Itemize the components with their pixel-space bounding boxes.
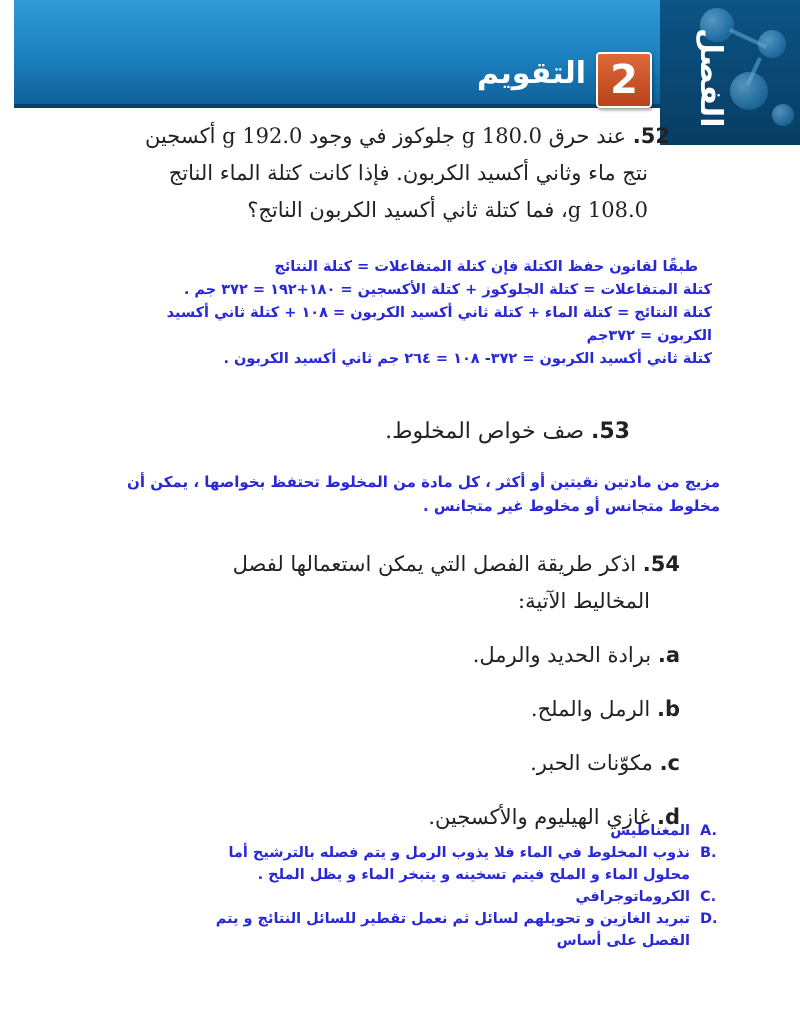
answer-line: مخلوط متجانس أو مخلوط غير متجانس .	[423, 497, 720, 515]
answer-item: B. نذوب المخلوط في الماء فلا يذوب الرمل و يتم فصله بالترشيح أما محلول الماء و الملح فيتم تسخينه و يتبخر الماء و يظل الملح .	[228, 845, 717, 883]
answer-line: كتلة المتفاعلات = كتلة الجلوكوز + كتلة الأكسجين = ١٨٠+١٩٢ = ٣٧٢ جم .	[183, 282, 712, 298]
list-item: d. غازي الهيليوم والأكسجين.	[428, 805, 680, 829]
answer-line: مزيج من مادتين نقيتين أو أكثر ، كل مادة من المخلوط تحتفظ بخواصها ، يمكن أن	[127, 473, 720, 491]
answer-line: كتلة النتائج = كتلة الماء + كتلة ثاني أكسيد الكربون = ١٠٨ + كتلة ثاني أكسيد	[166, 305, 712, 321]
section-title: التقويم	[477, 56, 586, 91]
answer-line: طبقًا لقانون حفظ الكتلة فإن كتلة المتفاعلات = كتلة النتائج	[274, 259, 698, 275]
list-item: c. مكوّنات الحبر.	[530, 751, 680, 775]
answer-54	[120, 820, 730, 952]
question-54	[180, 546, 680, 620]
chapter-label: الفصل	[693, 28, 728, 128]
list-item: a. برادة الحديد والرمل.	[472, 643, 680, 667]
answer-item: C. الكروماتوجرافي	[575, 889, 717, 905]
question-number: 52.	[632, 124, 670, 148]
chapter-number-badge: 2	[596, 52, 652, 108]
question-53-text: صف خواص المخلوط.	[385, 419, 585, 444]
question-52-line-2: نتج ماء وثاني أكسيد الكربون. فإذا كانت كتلة الماء الناتج	[168, 161, 648, 185]
question-number: 54.	[642, 552, 680, 576]
question-53	[200, 412, 630, 452]
question-52-line-3: 108.0 g، فما كتلة ثاني أكسيد الكربون الناتج؟	[247, 198, 648, 222]
answer-line: كتلة ثاني أكسيد الكربون = ٣٧٢- ١٠٨ = ٢٦٤ جم ثاني أكسيد الكربون .	[223, 351, 712, 367]
question-54-items	[180, 628, 680, 844]
list-item: b. الرمل والملح.	[530, 697, 680, 721]
answer-item: A. المغناطيس	[610, 823, 717, 839]
question-number: 53.	[591, 419, 630, 444]
molecule-decoration	[660, 0, 800, 145]
question-54-line-1: اذكر طريقة الفصل التي يمكن استعمالها لفصل	[232, 552, 637, 576]
answer-52	[90, 256, 712, 371]
question-52	[120, 118, 670, 229]
answer-item: D. تبريد الغازين و تحويلهم لسائل ثم نعمل تقطير للسائل النتائج و يتم الفصل على أساس	[215, 911, 718, 949]
question-52-line-1: 52. عند حرق 180.0 g جلوكوز في وجود 192.0 g أكسجين	[144, 124, 670, 148]
header-divider	[14, 104, 666, 108]
answer-53	[80, 470, 720, 518]
answer-line: الكربون = ٣٧٢جم	[586, 328, 712, 344]
question-54-line-2: المخاليط الآتية:	[518, 589, 650, 613]
